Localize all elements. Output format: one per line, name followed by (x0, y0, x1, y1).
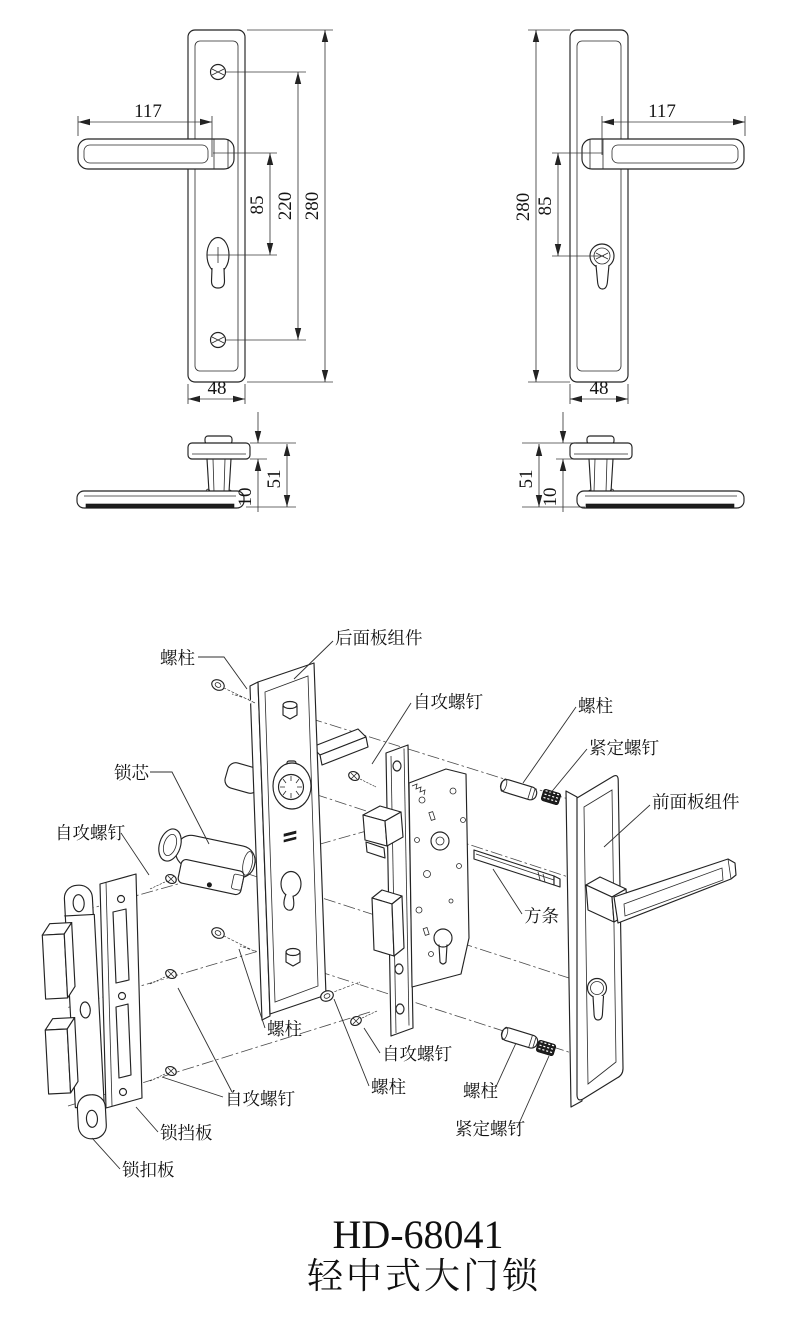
dim-text-117-front: 117 (648, 101, 676, 122)
label-self-tapping-screw-left: 自攻螺钉 (55, 823, 125, 843)
set-screw-bottom-part (536, 1040, 557, 1057)
dim-text-51-left: 51 (264, 469, 285, 489)
dim-text-51-right: 51 (516, 469, 537, 489)
mortise-lock-body-part (363, 745, 469, 1036)
self-tapping-screw-top-part (347, 770, 376, 787)
strike-plate-part (38, 884, 107, 1141)
label-set-screw-top: 紧定螺钉 (589, 738, 659, 758)
label-front-panel-assembly: 前面板组件 (652, 792, 740, 812)
label-strike-plate: 锁扣板 (122, 1160, 175, 1180)
dim-text-48-front: 48 (589, 378, 609, 399)
dim-text-220: 220 (275, 191, 296, 221)
latch-guard-plate-part (100, 874, 142, 1108)
label-rear-panel-assembly: 后面板组件 (335, 628, 423, 648)
label-latch-guard-plate: 锁挡板 (160, 1123, 213, 1143)
square-spindle-part (474, 850, 560, 887)
label-stud-front-bottom: 螺柱 (463, 1081, 498, 1101)
label-lock-cylinder: 锁芯 (114, 763, 149, 783)
handle-underside-edge (86, 504, 234, 507)
stud-front-bottom-part (500, 1026, 539, 1049)
label-self-tapping-screw-center: 自攻螺钉 (382, 1044, 452, 1064)
lever-handle (582, 139, 744, 169)
exploded-diagram (38, 628, 740, 1180)
label-set-screw-bottom: 紧定螺钉 (455, 1119, 525, 1139)
label-stud-center-bottom: 螺柱 (371, 1077, 406, 1097)
label-stud-top: 螺柱 (160, 648, 195, 668)
stud-front-top-part (499, 778, 538, 801)
title-block (307, 1212, 541, 1296)
dim-text-280-front: 280 (513, 192, 534, 222)
product-name: 轻中式大门锁 (306, 1256, 542, 1296)
dim-text-85-front: 85 (535, 196, 556, 216)
model-number: HD-68041 (332, 1212, 504, 1257)
label-stud-rear-bottom: 螺柱 (267, 1019, 302, 1039)
self-tapping-screw-3 (150, 1065, 178, 1081)
stud-rear-bottom-part (210, 926, 254, 951)
dim-text-10-left: 10 (235, 487, 256, 507)
handle-underside-edge (586, 504, 734, 507)
front-panel-assembly-part (566, 776, 736, 1107)
rear-plate-view (78, 30, 333, 404)
front-plate-view (513, 30, 745, 404)
label-square-spindle: 方条 (524, 906, 559, 926)
dim-text-85-rear: 85 (247, 195, 268, 215)
dim-text-10-right: 10 (540, 487, 561, 507)
deadbolt (372, 890, 404, 956)
dim-text-117-rear: 117 (134, 101, 162, 122)
dim-text-48-rear: 48 (207, 378, 227, 399)
handle-side-view-right (516, 412, 744, 512)
dim-text-280-rear: 280 (302, 191, 323, 221)
lever-handle (78, 139, 234, 169)
handle-side-view-left (77, 412, 296, 512)
set-screw-top-part (541, 789, 562, 806)
label-self-tapping-screw-top: 自攻螺钉 (413, 692, 483, 712)
label-self-tapping-screw-strike: 自攻螺钉 (225, 1089, 295, 1109)
self-tapping-screw-center-part (349, 1011, 377, 1027)
alignment-axes (64, 694, 648, 1106)
self-tapping-screw-1 (150, 873, 178, 889)
label-stud-front-top: 螺柱 (578, 696, 613, 716)
